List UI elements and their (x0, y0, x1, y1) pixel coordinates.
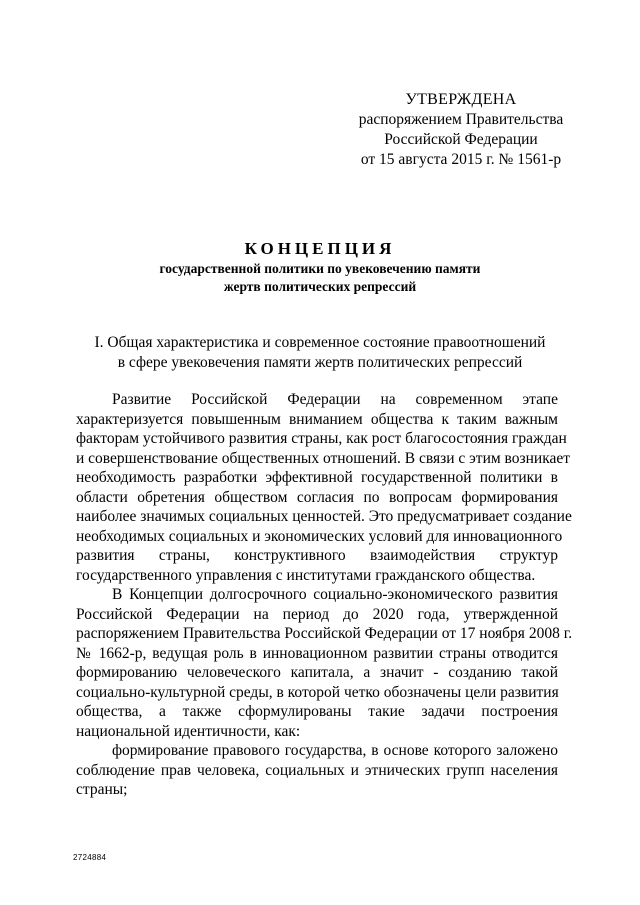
paragraph-line: государственного управления с институтами гражданского общества. (76, 566, 536, 584)
paragraph-line: соблюдение прав человека, социальных и этнических групп населения (76, 761, 558, 779)
document-subtitle-line: жертв политических репрессий (223, 279, 417, 294)
approval-block (336, 90, 586, 170)
paragraph (76, 741, 558, 800)
section-heading-line: в сфере увековечения памяти жертв политических репрессий (117, 354, 523, 371)
document-title: КОНЦЕПЦИЯ (244, 239, 396, 258)
paragraph-line: В Концепции долгосрочного социально-экономического развития (112, 586, 558, 603)
section-heading (60, 333, 580, 373)
paragraph-line: необходимых социальных и экономических условий для инновационного (76, 527, 563, 545)
approval-heading: УТВЕРЖДЕНА (405, 91, 517, 108)
paragraph-line: национальной идентичности, как: (76, 722, 301, 740)
paragraph-line: факторам устойчивого развития страны, как рост благосостояния граждан (76, 430, 567, 447)
approval-line: от 15 августа 2015 г. № 1561-р (360, 151, 562, 168)
approval-line: распоряжением Правительства (358, 111, 564, 128)
paragraph-line: формирование правового государства, в основе которого заложено (112, 742, 558, 759)
paragraph-line: области обретения обществом согласия по вопросам формирования (76, 488, 558, 506)
paragraph-line: общества, а также сформулированы такие задачи построения (76, 703, 558, 720)
paragraph-line: Российской Федерации на период до 2020 года, утвержденной (76, 605, 558, 623)
paragraph-line: развития страны, конструктивного взаимодействия структур (76, 547, 558, 564)
approval-line: Российской Федерации (384, 131, 538, 148)
document-subtitle-line: государственной политики по увековечению памяти (159, 261, 481, 276)
section-heading-line: I. Общая характеристика и современное состояние правоотношений (94, 334, 546, 351)
paragraph-line: социально-культурной среды, в которой четко обозначены цели развития (76, 683, 559, 701)
paragraph-line: необходимость разработки эффективной государственной политики в (76, 469, 558, 486)
paragraph-line: формированию человеческого капитала, а значит - созданию такой (76, 664, 558, 681)
paragraph-line: страны; (76, 781, 128, 798)
paragraph-line: наиболее значимых социальных ценностей. Это предусматривает создание (76, 508, 572, 525)
paragraph (76, 585, 573, 741)
document-body (76, 390, 573, 800)
document-number: 2724884 (73, 853, 107, 862)
document-title-block (60, 238, 580, 296)
paragraph-line: и совершенствование общественных отношений. В связи с этим возникает (76, 449, 571, 467)
paragraph-line: распоряжением Правительства Российской Федерации от 17 ноября 2008 г. (76, 625, 573, 642)
paragraph (76, 390, 572, 585)
paragraph-line: характеризуется повышенным вниманием общества к таким важным (76, 410, 558, 428)
paragraph-line: № 1662-р, ведущая роль в инновационном развитии страны отводится (76, 644, 558, 662)
paragraph-line: Развитие Российской Федерации на современном этапе (112, 391, 558, 408)
